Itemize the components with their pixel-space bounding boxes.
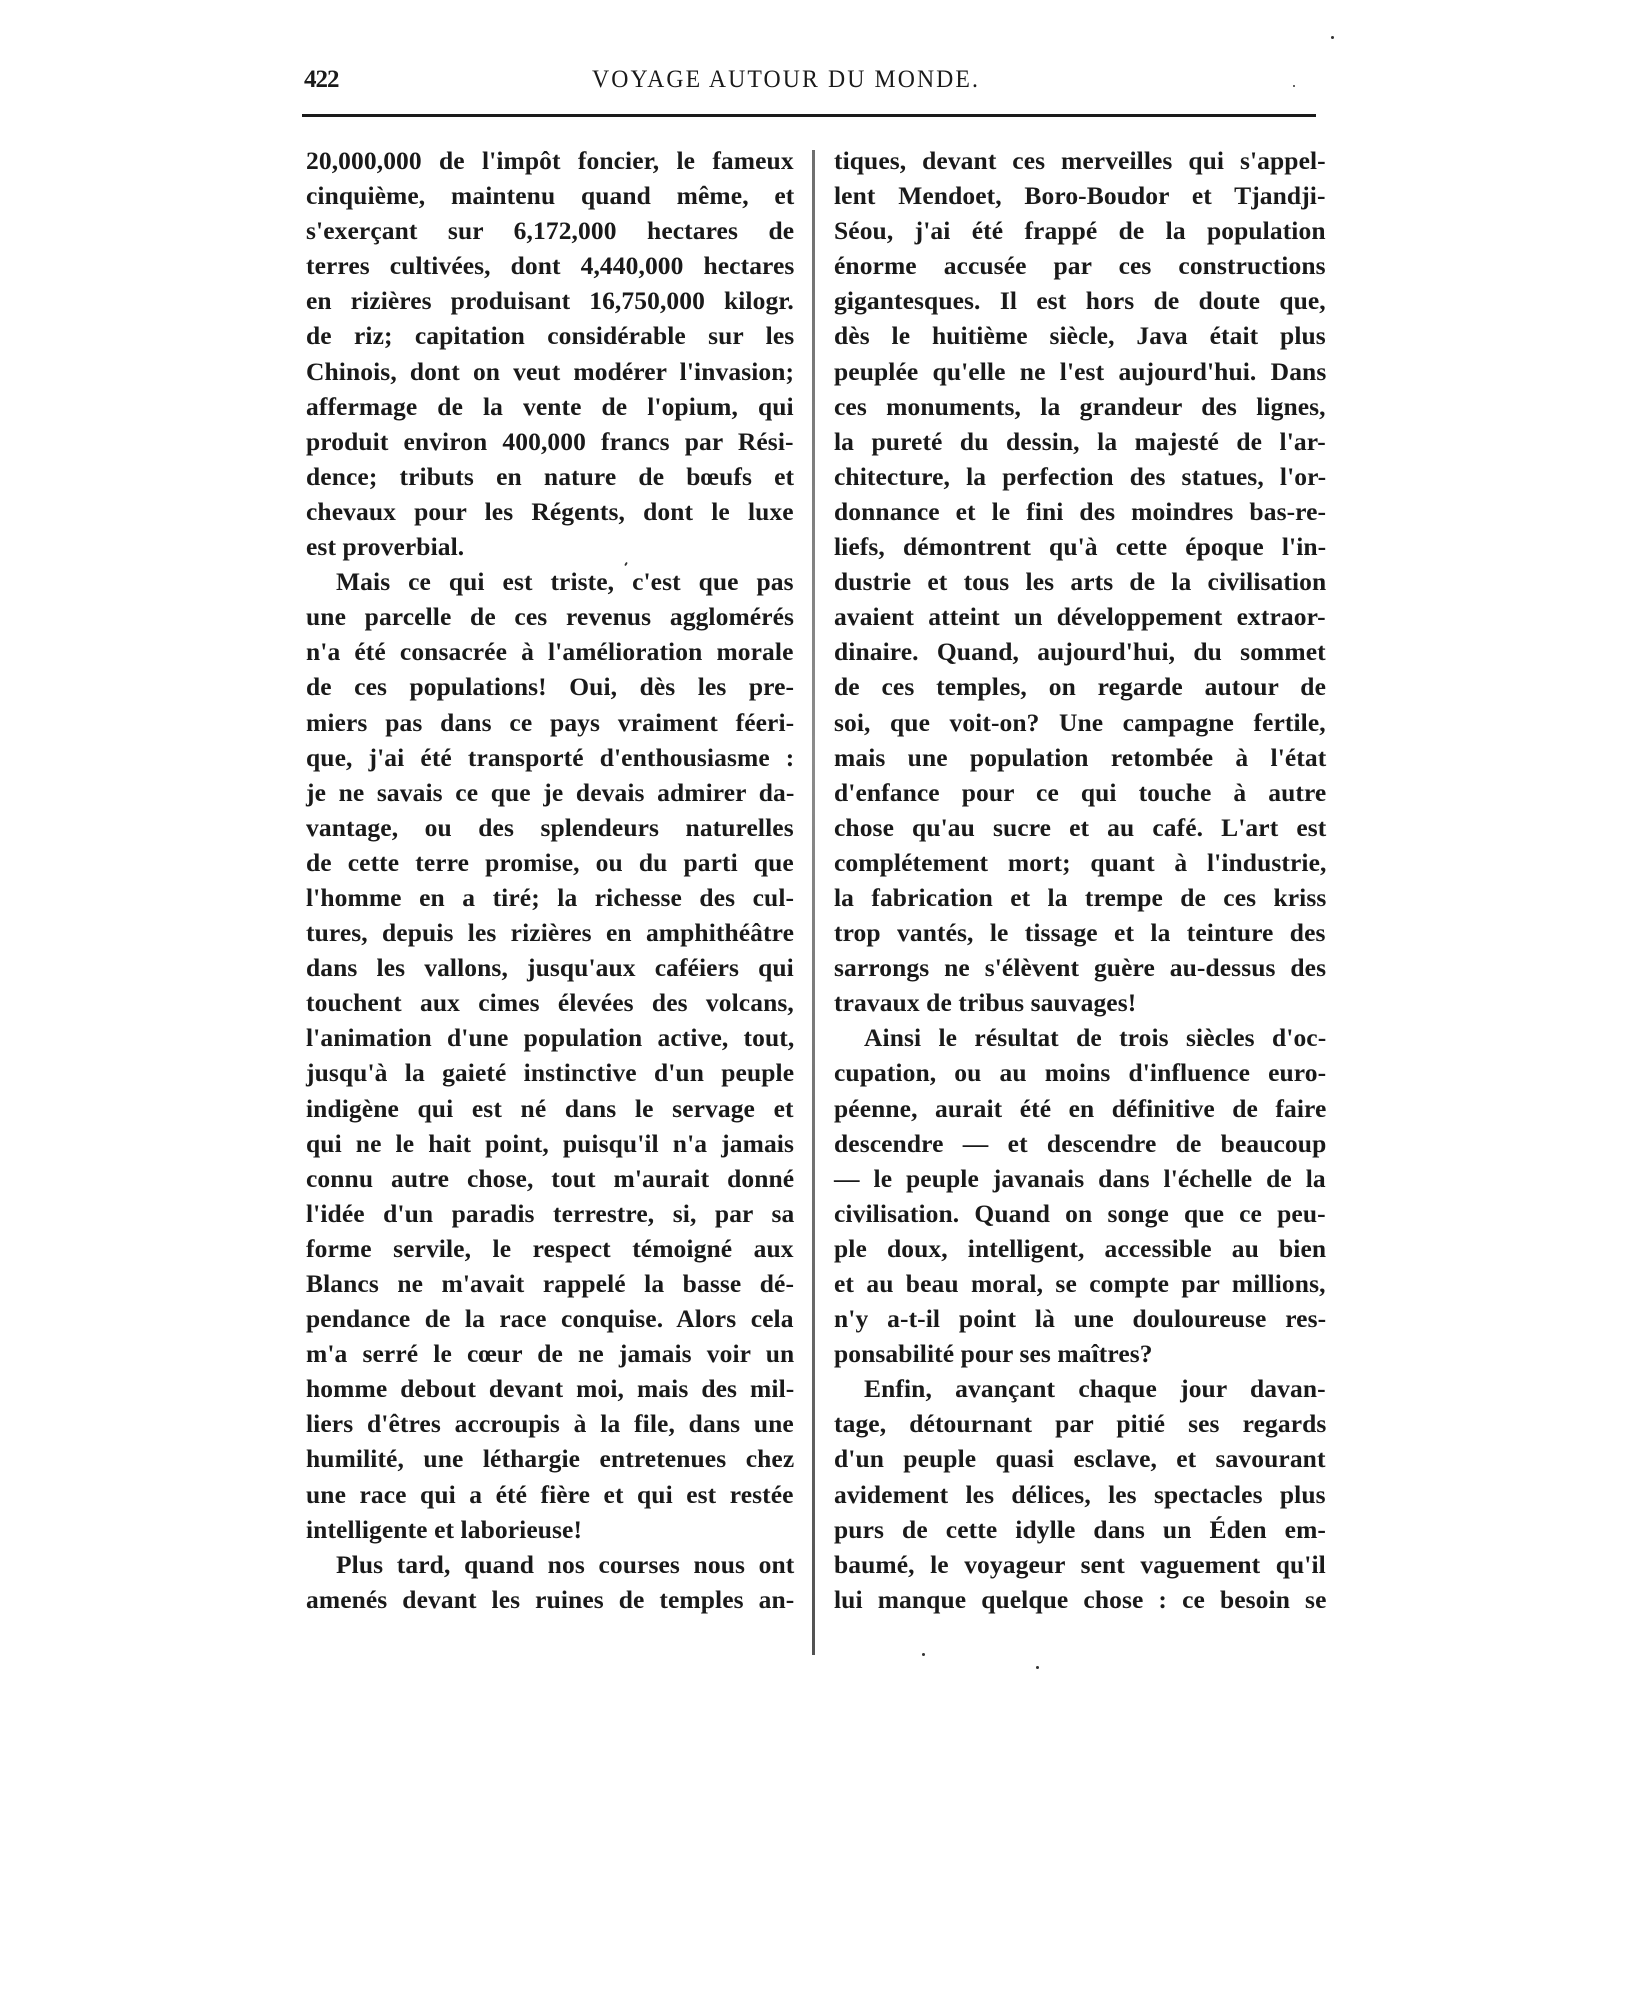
text-line: liers d'êtres accroupis à la file, dans une (306, 1409, 794, 1439)
text-line: la pureté du dessin, la majesté de l'ar- (834, 426, 1326, 456)
text-line: je ne savais ce que je devais admirer da- (306, 777, 795, 807)
text-line: l'animation d'une population active, tout, (306, 1023, 795, 1053)
text-line: dustrie et tous les arts de la civilisation (834, 567, 1327, 597)
text-line: Mais ce qui est triste, c'est que pas (336, 567, 794, 597)
text-line: une parcelle de ces revenus agglomérés (306, 602, 795, 632)
text-line: dinaire. Quand, aujourd'hui, du sommet (834, 637, 1326, 667)
text-line: mais une population retombée à l'état (834, 742, 1327, 772)
text-line: Séou, j'ai été frappé de la population (834, 216, 1326, 246)
text-line: sarrongs ne s'élèvent guère au-dessus des (834, 953, 1327, 983)
text-line: civilisation. Quand on songe que ce peu- (834, 1198, 1326, 1228)
text-line: Blancs ne m'avait rappelé la basse dé- (306, 1269, 795, 1298)
text-line: n'y a-t-il point là une douloureuse res- (834, 1304, 1327, 1334)
text-line: ces monuments, la grandeur des lignes, (834, 391, 1326, 421)
text-line: homme debout devant moi, mais des mil- (306, 1374, 795, 1404)
text-line: Enfin, avançant chaque jour davan- (864, 1374, 1326, 1404)
text-line: jusqu'à la gaieté instinctive d'un peuple (306, 1058, 795, 1088)
text-line: chitecture, la perfection des statues, l'or- (834, 461, 1327, 491)
text-line: intelligente et laborieuse! (306, 1514, 583, 1544)
text-line: peuplée qu'elle ne l'est aujourd'hui. Dans (834, 356, 1327, 386)
text-line: en rizières produisant 16,750,000 kilogr. (306, 286, 794, 316)
text-line: pendance de la race conquise. Alors cela (306, 1304, 794, 1334)
text-line: travaux de tribus sauvages! (834, 988, 1137, 1018)
text-line: dence; tributs en nature de bœufs et (306, 461, 795, 491)
text-line: cinquième, maintenu quand même, et (306, 181, 795, 211)
column-divider (812, 150, 815, 1655)
text-line: d'enfance pour ce qui touche à autre (834, 777, 1327, 807)
print-speck (1331, 36, 1334, 39)
text-line: chevaux pour les Régents, dont le luxe (306, 496, 794, 526)
text-line: avidement les délices, les spectacles plus (834, 1479, 1326, 1509)
text-line: produit environ 400,000 francs par Rési- (306, 426, 794, 456)
text-line: lui manque quelque chose : ce besoin se (834, 1584, 1327, 1614)
text-line: gigantesques. Il est hors de doute que, (834, 286, 1326, 316)
text-line: de riz; capitation considérable sur les (306, 321, 795, 351)
text-line: — le peuple javanais dans l'échelle de la (834, 1163, 1326, 1193)
text-line: lent Mendoet, Boro-Boudor et Tjandji- (834, 181, 1326, 211)
text-line: de ces populations! Oui, dès les pre- (306, 672, 795, 702)
text-line: humilité, une léthargie entretenues chez (306, 1444, 795, 1474)
text-line: la fabrication et la trempe de ces kriss (834, 882, 1327, 912)
text-line: touchent aux cimes élevées des volcans, (306, 988, 794, 1018)
text-line: l'idée d'un paradis terrestre, si, par sa (306, 1198, 795, 1228)
text-line: donnance et le fini des moindres bas-re- (834, 496, 1327, 526)
text-line: Chinois, dont on veut modérer l'invasion; (306, 356, 795, 386)
text-line: que, j'ai été transporté d'enthousiasme : (306, 742, 795, 772)
text-line: péenne, aurait été en définitive de faire (834, 1093, 1327, 1123)
text-line: dans les vallons, jusqu'aux caféiers qui (306, 953, 794, 983)
text-line: avaient atteint un développement extraor- (834, 602, 1326, 632)
text-line: de cette terre promise, ou du parti que (306, 847, 794, 877)
text-line: et au beau moral, se compte par millions, (834, 1269, 1326, 1298)
text-line: amenés devant les ruines de temples an- (306, 1584, 795, 1614)
text-line: terres cultivées, dont 4,440,000 hectares (306, 251, 795, 281)
running-title: VOYAGE AUTOUR DU MONDE. (592, 66, 981, 93)
text-line: tage, détournant par pitié ses regards (834, 1409, 1327, 1439)
text-line: m'a serré le cœur de ne jamais voir un (306, 1339, 795, 1369)
text-line: vantage, ou des splendeurs naturelles (306, 812, 794, 842)
text-line: liefs, démontrent qu'à cette époque l'in- (834, 532, 1327, 562)
text-line: Ainsi le résultat de trois siècles d'oc- (864, 1023, 1327, 1053)
text-column-left (306, 143, 794, 1617)
text-line: qui ne le hait point, puisqu'il n'a jamais (306, 1128, 794, 1158)
text-line: énorme accusée par ces constructions (834, 251, 1326, 281)
header-rule (302, 114, 1316, 117)
text-line: descendre — et descendre de beaucoup (834, 1128, 1327, 1158)
text-line: purs de cette idylle dans un Éden em- (834, 1514, 1327, 1544)
page-header (302, 60, 1316, 100)
text-line: cupation, ou au moins d'influence euro- (834, 1058, 1327, 1088)
text-line: chose qu'au sucre et au café. L'art est (834, 812, 1327, 842)
print-speck (1036, 1666, 1039, 1669)
text-line: tiques, devant ces merveilles qui s'appel- (834, 146, 1326, 175)
text-line: n'a été consacrée à l'amélioration morale (306, 637, 794, 667)
text-line: Plus tard, quand nos courses nous ont (336, 1549, 795, 1579)
text-line: 20,000,000 de l'impôt foncier, le fameux (306, 146, 794, 175)
text-line: dès le huitième siècle, Java était plus (834, 321, 1326, 351)
text-line: baumé, le voyageur sent vaguement qu'il (834, 1549, 1326, 1579)
text-line: complétement mort; quant à l'industrie, (834, 847, 1327, 877)
text-line: forme servile, le respect témoigné aux (306, 1233, 794, 1263)
text-line: est proverbial. (306, 532, 465, 562)
page-number: 422 (304, 66, 339, 93)
text-line: s'exerçant sur 6,172,000 hectares de (306, 216, 795, 246)
print-speck (1293, 85, 1295, 87)
text-line: ple doux, intelligent, accessible au bien (834, 1233, 1327, 1263)
text-column-right (834, 143, 1326, 1617)
text-line: connu autre chose, tout m'aurait donné (306, 1163, 795, 1193)
text-line: une race qui a été fière et qui est restée (306, 1479, 794, 1509)
text-line: trop vantés, le tissage et la teinture des (834, 918, 1326, 948)
print-speck (922, 1653, 925, 1656)
text-line: d'un peuple quasi esclave, et savourant (834, 1444, 1326, 1474)
text-line: tures, depuis les rizières en amphithéâtre (306, 918, 794, 948)
text-line: indigène qui est né dans le servage et (306, 1093, 794, 1123)
text-line: miers pas dans ce pays vraiment féeri- (306, 707, 795, 737)
text-line: affermage de la vente de l'opium, qui (306, 391, 794, 421)
text-line: l'homme en a tiré; la richesse des cul- (306, 882, 795, 912)
text-line: soi, que voit-on? Une campagne fertile, (834, 707, 1326, 737)
text-line: de ces temples, on regarde autour de (834, 672, 1326, 702)
text-line: ponsabilité pour ses maîtres? (834, 1339, 1153, 1369)
